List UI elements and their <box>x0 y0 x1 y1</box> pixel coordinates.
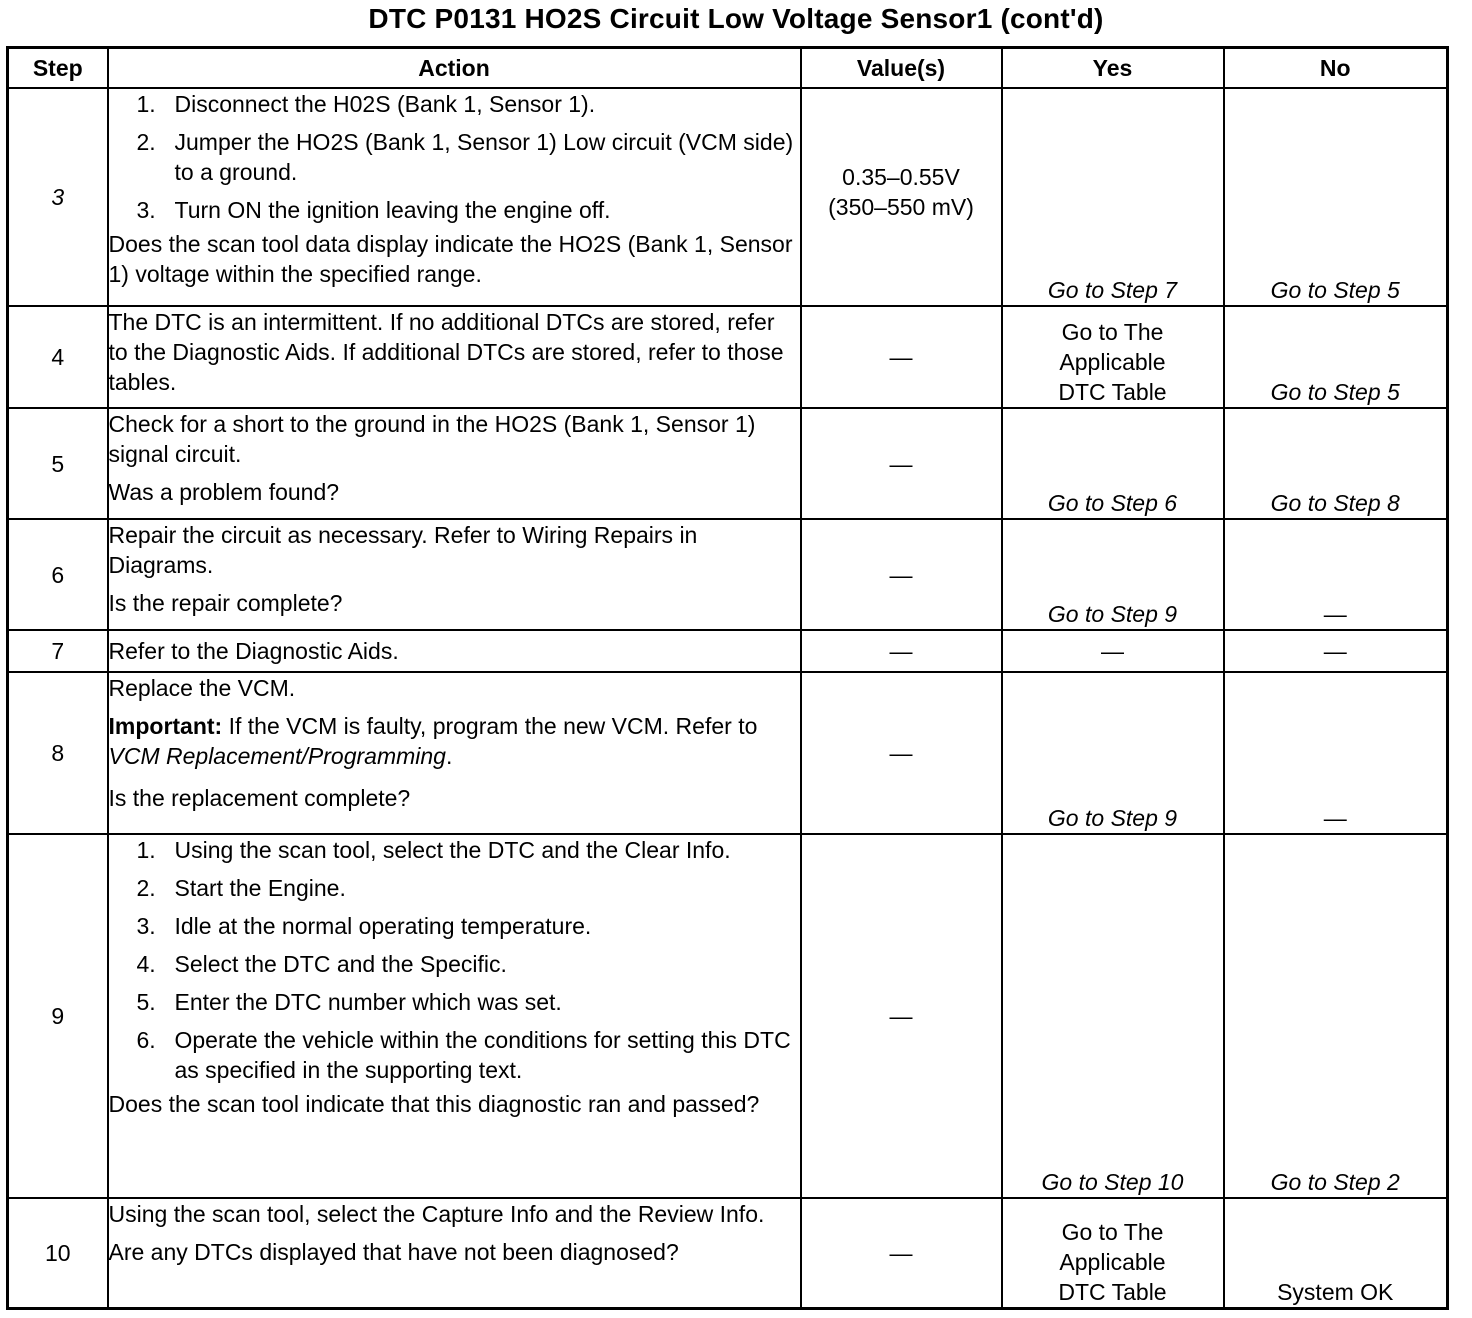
action-question: Is the replacement complete? <box>108 785 411 811</box>
action-question: Is the repair complete? <box>108 590 343 616</box>
table-row-step-8 <box>8 672 1448 834</box>
action-text: Replace the VCM. <box>108 675 296 701</box>
header-values: Value(s) <box>801 48 1002 89</box>
table-row-step-6 <box>8 519 1448 630</box>
yes-cell: Go to Step 9 <box>1002 672 1224 834</box>
value-cell: — <box>801 834 1002 1198</box>
action-cell <box>108 834 801 1198</box>
yes-cell: — <box>1002 630 1224 672</box>
action-text: Repair the circuit as necessary. Refer to Wiring Repairs in Diagrams. <box>108 522 698 578</box>
table-row-step-7 <box>8 630 1448 672</box>
table-row-step-5 <box>8 408 1448 519</box>
list-item: 1. Using the scan tool, select the DTC and the Clear Info. <box>136 837 731 863</box>
step-number: 6 <box>8 519 108 630</box>
header-yes: Yes <box>1002 48 1224 89</box>
step-number: 3 <box>8 88 108 306</box>
action-text: Check for a short to the ground in the HO2S (Bank 1, Sensor 1) signal circuit. <box>108 411 756 467</box>
value-cell: — <box>801 630 1002 672</box>
list-item: 1. Disconnect the H02S (Bank 1, Sensor 1). <box>136 91 596 117</box>
step-number: 5 <box>8 408 108 519</box>
step-number: 8 <box>8 672 108 834</box>
step-number: 7 <box>8 630 108 672</box>
action-cell <box>108 1198 801 1308</box>
action-cell <box>108 88 801 306</box>
yes-cell: Go to Step 10 <box>1002 834 1224 1198</box>
list-item: 2. Jumper the HO2S (Bank 1, Sensor 1) Low circuit (VCM side) to a ground. <box>136 129 794 185</box>
action-cell <box>108 519 801 630</box>
yes-cell <box>1002 1198 1224 1308</box>
action-text: The DTC is an intermittent. If no additional DTCs are stored, refer to the Diagnostic Aids. If additional DTCs are stored, refer to those tables. <box>108 309 784 395</box>
action-cell <box>108 306 801 408</box>
list-item: 3. Idle at the normal operating temperature. <box>136 913 592 939</box>
yes-line: Applicable <box>1059 349 1166 375</box>
diagnostic-table <box>6 46 1449 1310</box>
action-cell <box>108 672 801 834</box>
action-question: Are any DTCs displayed that have not been diagnosed? <box>108 1239 679 1265</box>
no-cell: — <box>1224 519 1448 630</box>
no-cell: — <box>1224 630 1448 672</box>
table-row-step-3 <box>8 88 1448 306</box>
header-step: Step <box>8 48 108 89</box>
header-action: Action <box>108 48 801 89</box>
header-no: No <box>1224 48 1448 89</box>
no-cell: — <box>1224 672 1448 834</box>
action-cell <box>108 408 801 519</box>
value-cell: — <box>801 408 1002 519</box>
value-range-millivolts: (350–550 mV) <box>828 194 974 220</box>
no-cell: Go to Step 8 <box>1224 408 1448 519</box>
yes-line: DTC Table <box>1058 1278 1167 1305</box>
action-question: Was a problem found? <box>108 479 340 505</box>
action-text: Refer to the Diagnostic Aids. <box>108 638 399 664</box>
yes-line: Go to The <box>1061 1218 1164 1245</box>
no-cell: Go to Step 5 <box>1224 88 1448 306</box>
table-row-step-10 <box>8 1198 1448 1308</box>
list-item: 3. Turn ON the ignition leaving the engine off. <box>136 197 611 223</box>
value-cell: — <box>801 1198 1002 1308</box>
yes-line: Go to The <box>1061 319 1164 345</box>
yes-line: DTC Table <box>1058 379 1167 405</box>
important-note: Important: If the VCM is faulty, program the new VCM. Refer to VCM Replacement/Programming. <box>108 713 758 769</box>
no-cell: Go to Step 2 <box>1224 834 1448 1198</box>
yes-cell <box>1002 306 1224 408</box>
step-number: 4 <box>8 306 108 408</box>
value-cell: — <box>801 519 1002 630</box>
table-row-step-4 <box>8 306 1448 408</box>
step-number: 10 <box>8 1198 108 1308</box>
list-item: 6. Operate the vehicle within the conditions for setting this DTC as specified in the supporting text. <box>136 1027 791 1083</box>
action-text: Using the scan tool, select the Capture Info and the Review Info. <box>108 1201 765 1227</box>
yes-line: Applicable <box>1059 1248 1166 1275</box>
action-list <box>109 835 800 1085</box>
yes-cell: Go to Step 7 <box>1002 88 1224 306</box>
table-row-step-9 <box>8 834 1448 1198</box>
value-cell: — <box>801 672 1002 834</box>
yes-cell: Go to Step 6 <box>1002 408 1224 519</box>
action-list <box>109 89 800 225</box>
value-cell: — <box>801 306 1002 408</box>
value-range-volts: 0.35–0.55V <box>842 164 960 190</box>
action-cell <box>108 630 801 672</box>
no-cell: System OK <box>1224 1198 1448 1308</box>
no-cell: Go to Step 5 <box>1224 306 1448 408</box>
yes-cell: Go to Step 9 <box>1002 519 1224 630</box>
value-cell <box>801 88 1002 306</box>
action-question: Does the scan tool data display indicate the HO2S (Bank 1, Sensor 1) voltage within the specified range. <box>108 231 793 287</box>
action-question: Does the scan tool indicate that this diagnostic ran and passed? <box>108 1091 760 1117</box>
list-item: 2. Start the Engine. <box>136 875 346 901</box>
step-number: 9 <box>8 834 108 1198</box>
list-item: 5. Enter the DTC number which was set. <box>136 989 562 1015</box>
table-header-row <box>8 48 1448 89</box>
list-item: 4. Select the DTC and the Specific. <box>136 951 507 977</box>
page-title: DTC P0131 HO2S Circuit Low Voltage Sensor1 (cont'd) <box>368 3 1104 34</box>
